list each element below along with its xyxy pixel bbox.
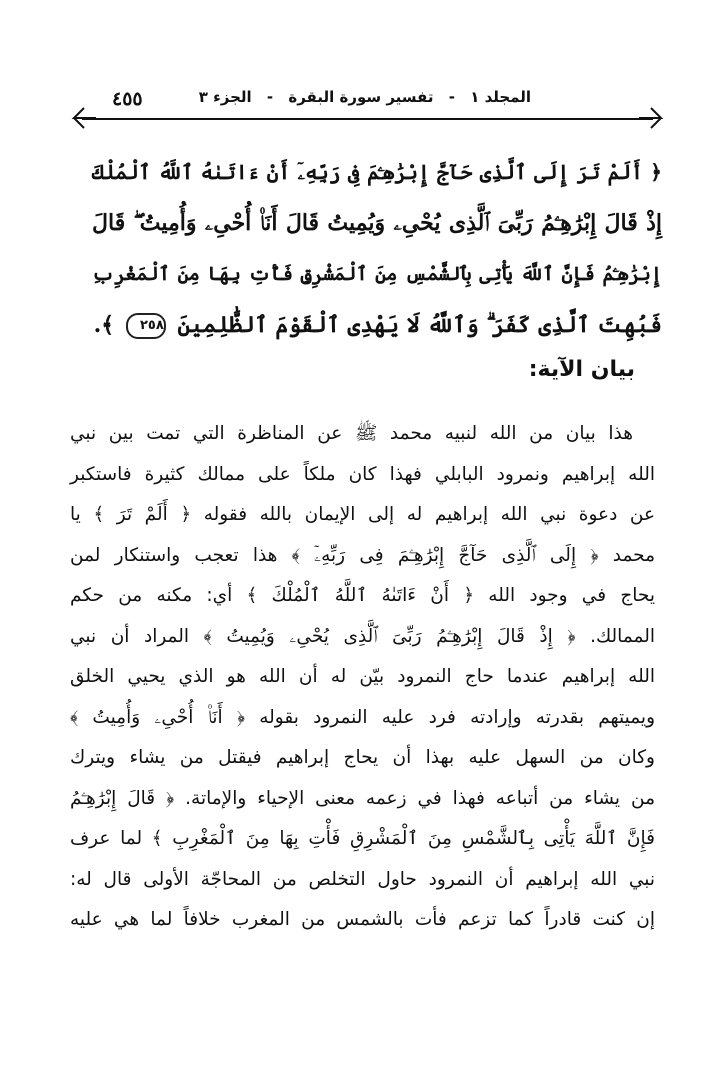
quran-line: إِذْ قَالَ إِبْرَٰهِـۧمُ رَبِّىَ ٱلَّذِى يُحْىِۦ وَيُمِيتُ قَالَ أَنَا۠ أُحْىِۦ وَأُمِيتُ ۖ قَالَ: [92, 210, 662, 236]
header-separator-2: -: [266, 88, 274, 106]
commentary-line: هذا بيان من الله لنبيه محمد ﷺ عن المناظرة التي تمت بين نبي: [70, 423, 633, 444]
commentary-line: محمد ﴿ إِلَى ٱلَّذِى حَآجَّ إِبْرَٰهِـۧمَ فِى رَبِّهِۦٓ ﴾ هذا تعجب واستنكار لمن: [70, 544, 655, 566]
commentary-line: فَإِنَّ ٱللَّهَ يَأْتِى بِٱلشَّمْسِ مِنَ ٱلْمَشْرِقِ فَأْتِ بِهَا مِنَ ٱلْمَغْرِبِ ﴾ لما عرف: [70, 828, 655, 849]
commentary-line: نبي الله إبراهيم أن النمرود حاول التخلص من المحاجّة الأولى قال له:: [70, 868, 655, 890]
commentary-line: يحاج في وجود الله ﴿ أَنْ ءَاتَىٰهُ ٱللَّهُ ٱلْمُلْكَ ﴾ أي: مكنه من حكم: [70, 585, 655, 606]
quran-line: ﴿ أَلَمْ تَرَ إِلَى ٱلَّذِى حَآجَّ إِبْرَٰهِـۧمَ فِى رَبِّهِۦٓ أَنْ ءَاتَىٰهُ ٱللَّهُ ٱلْمُلْكَ: [92, 160, 662, 184]
commentary-line: ويميتهم بقدرته وإرادته فرد عليه النمرود بقوله ﴿ أَنَا۠ أُحْىِۦ وَأُمِيتُ ﴾: [70, 706, 655, 728]
commentary-line: الممالك. ﴿ إِذْ قَالَ إِبْرَٰهِـۧمُ رَبِّىَ ٱلَّذِى يُحْىِۦ وَيُمِيتُ ﴾ المراد أن نبي: [70, 625, 655, 647]
section-heading: بيان الآية:: [528, 357, 635, 382]
header-title: تفسير سورة البقرة: [288, 88, 434, 106]
page-header: [76, 84, 659, 132]
commentary-line: وكان من السهل عليه بهذا أن يحاج إبراهيم فيقتل من يشاء ويترك: [70, 747, 655, 768]
quran-line-text: فَبُهِتَ ٱلَّذِى كَفَرَ ۗ وَٱللَّهُ لَا يَهْدِى ٱلْقَوْمَ ٱلظَّٰلِمِينَ: [177, 312, 662, 338]
quran-verse-block: [92, 147, 662, 351]
commentary-line: عن دعوة نبي الله إبراهيم له إلى الإيمان بالله فقوله ﴿ أَلَمْ تَرَ ﴾ يا: [70, 504, 655, 525]
quran-line-last: [92, 300, 662, 351]
running-header: [198, 88, 536, 106]
commentary-line: إن كنت قادراً كما تزعم فأت بالشمس من المغرب خلافاً لما هي عليه: [70, 909, 655, 930]
header-part: الجزء ٣: [198, 88, 252, 106]
header-rule: [82, 118, 653, 120]
commentary-body: [70, 414, 655, 941]
commentary-line: الله إبراهيم عندما حاج النمرود بيّن له أن الله هو الذي يحيي الخلق: [70, 666, 655, 687]
quran-closing-bracket: ﴾.: [93, 312, 115, 338]
quran-line: إِبْرَٰهِـۧمُ فَإِنَّ ٱللَّهَ يَأْتِى بِٱلشَّمْسِ مِنَ ٱلْمَشْرِقِ فَأْتِ بِهَا مِنَ ٱلْمَغْرِبِ: [92, 263, 662, 285]
header-volume: المجلد ١: [470, 88, 531, 106]
ayah-number-marker: ٢٥٨: [126, 313, 166, 339]
page-number: ٤٥٥: [112, 88, 143, 110]
commentary-line: الله إبراهيم ونمرود البابلي فهذا كان ملكاً على ممالك كثيرة فاستكبر: [70, 463, 655, 485]
header-separator-1: -: [448, 88, 455, 106]
commentary-line: من يشاء من أتباعه فهذا في زعمه معنى الإحياء والإماتة. ﴿ قَالَ إِبْرَٰهِـۧمُ: [70, 787, 655, 809]
